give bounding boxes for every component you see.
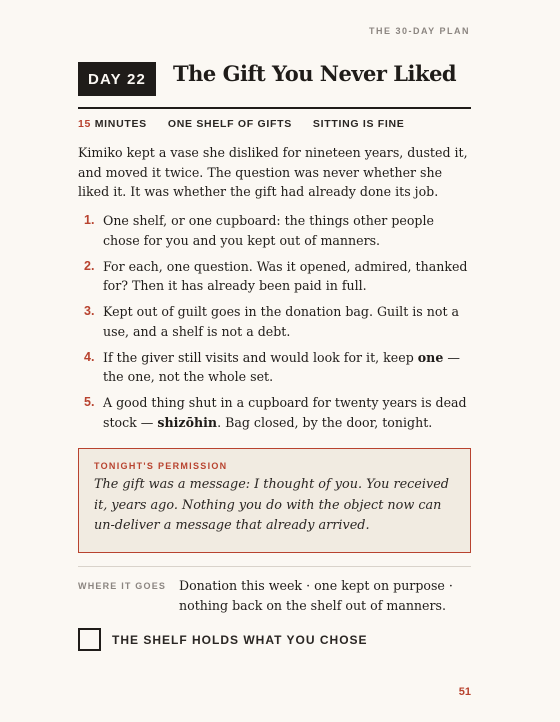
step-text-post: . Bag closed, by the door, tonight. <box>217 414 433 430</box>
meta-minutes-number: 15 <box>78 118 92 130</box>
step-text-post: — the one, not the whole set. <box>103 349 460 384</box>
step-text-bold: one <box>417 349 444 365</box>
where-text: Donation this week · one kept on purpose · nothing back on the shelf out of manners. <box>179 578 453 613</box>
meta-minutes <box>78 118 147 130</box>
step-text-pre: A good thing shut in a cupboard for twenty years is dead stock — <box>103 395 467 430</box>
step-number: 2. <box>84 258 95 273</box>
step-number: 1. <box>84 213 95 227</box>
intro-paragraph: Kimiko kept a vase she disliked for nineteen years, dusted it, and moved it twice. The question was never whether she liked it. It was whether the gift had already done its job. <box>78 145 468 199</box>
meta-scope: ONE SHELF OF GIFTS <box>167 118 292 130</box>
step-text-bold: shizōhin <box>157 414 218 430</box>
step-item <box>78 302 473 341</box>
title-rule <box>78 107 471 109</box>
meta-row <box>78 118 405 130</box>
step-text <box>103 393 473 432</box>
step-number: 4. <box>84 349 95 364</box>
meta-posture: SITTING IS FINE <box>312 118 405 130</box>
step-text: Kept out of guilt goes in the donation bag. Guilt is not a use, and a shelf is not a debt. <box>103 304 460 339</box>
step-number: 5. <box>84 395 95 409</box>
where-label: WHERE IT GOES <box>78 581 167 591</box>
title-row <box>78 62 471 96</box>
step-item <box>78 393 473 432</box>
step-text: For each, one question. Was it opened, admired, thanked for? Then it has already been paid in full. <box>103 258 468 293</box>
completion-check-row[interactable] <box>78 628 368 651</box>
day-badge: DAY 22 <box>78 62 156 96</box>
where-it-goes <box>78 576 471 615</box>
step-text: One shelf, or one cupboard: the things other people chose for you and you kept out of manners. <box>103 213 434 248</box>
step-text-pre: If the giver still visits and would look for it, keep <box>103 349 418 365</box>
step-item <box>78 348 473 387</box>
callout-label: TONIGHT'S PERMISSION <box>94 461 228 471</box>
step-item <box>78 211 473 250</box>
steps-list <box>78 211 473 439</box>
page-number: 51 <box>458 686 471 698</box>
step-item <box>78 257 473 296</box>
permission-callout <box>78 448 471 553</box>
page-title: The Gift You Never Liked <box>173 60 457 86</box>
completion-checkbox[interactable] <box>78 628 101 651</box>
running-head: THE 30-DAY PLAN <box>368 26 470 36</box>
callout-text: The gift was a message: I thought of you. You received it, years ago. Nothing you do with the object now can un-deliver a message that already arrived. <box>94 477 449 533</box>
section-divider <box>78 566 471 567</box>
meta-minutes-label: MINUTES <box>94 118 147 130</box>
step-text <box>103 348 473 387</box>
step-number: 3. <box>84 304 95 318</box>
completion-label: THE SHELF HOLDS WHAT YOU CHOSE <box>112 632 368 647</box>
